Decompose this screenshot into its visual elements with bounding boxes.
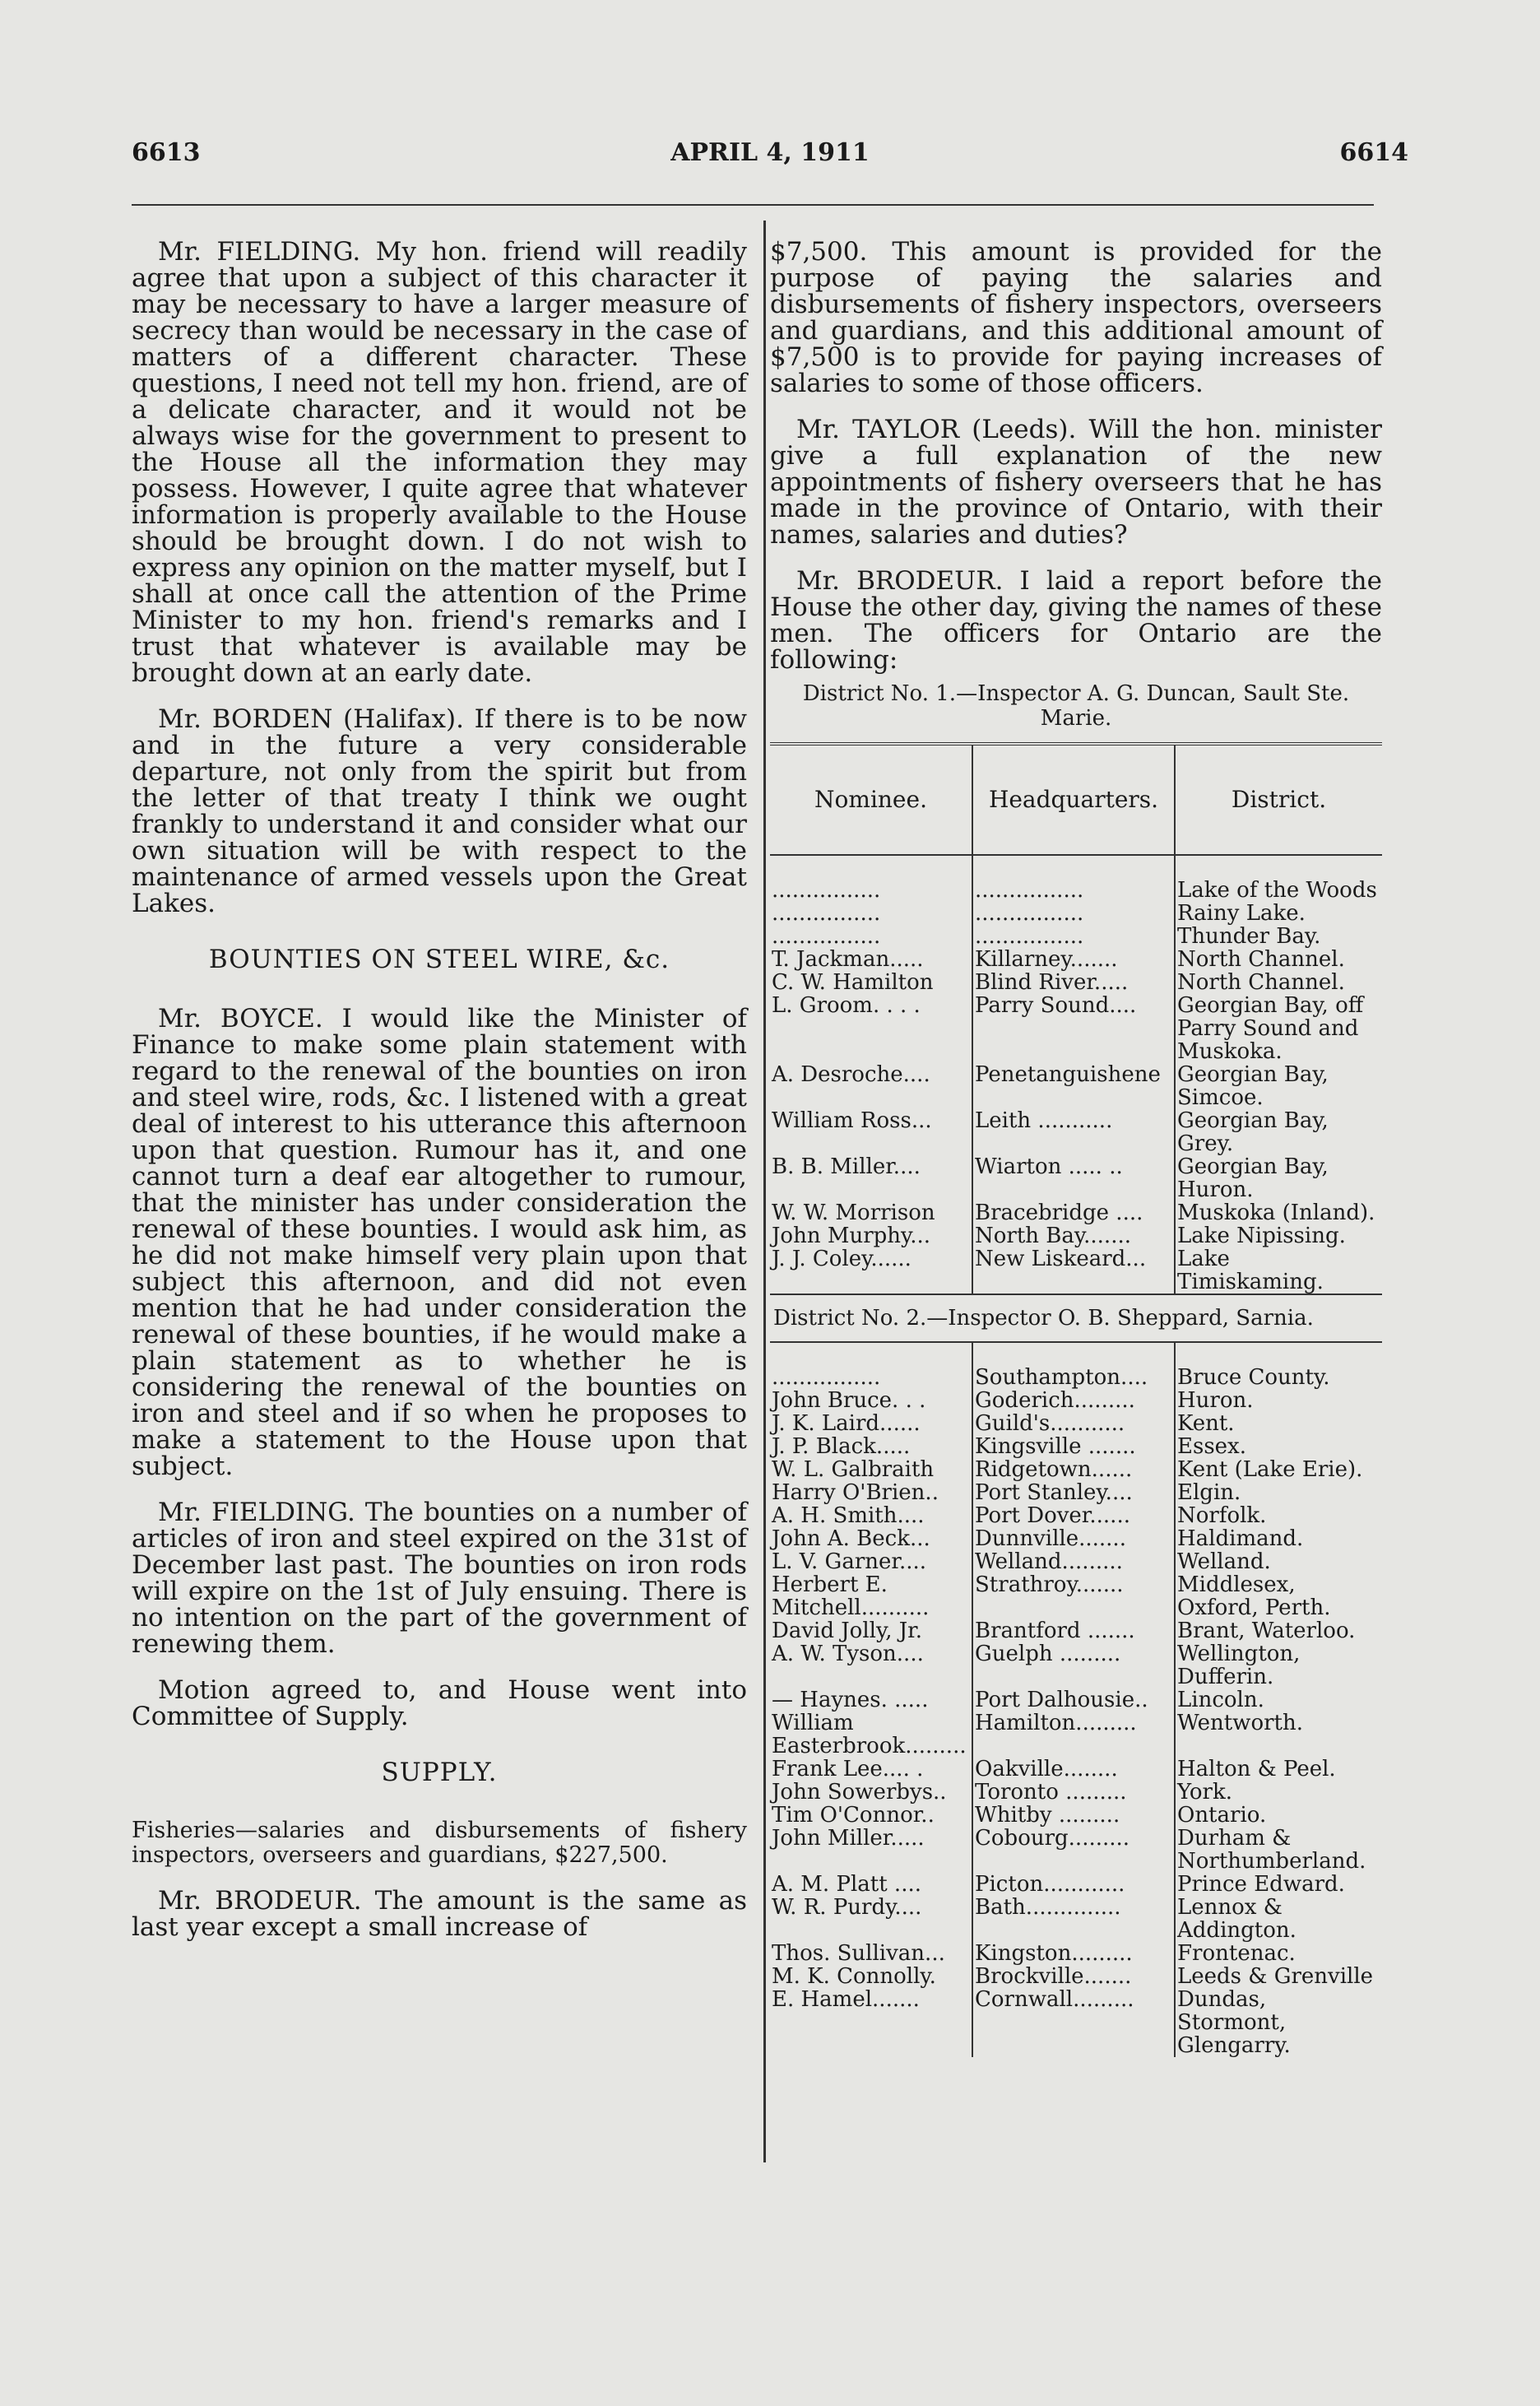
headquarters-cell: Cobourg......... [972,1827,1175,1873]
district-cell: Georgian Bay, off Parry Sound and Muskoka. [1175,994,1382,1063]
header-nominee: Nominee. [770,744,972,855]
table-row [770,1781,1382,1804]
district-cell: Lennox & Addington. [1175,1896,1382,1942]
nominee-cell: ................ [772,901,881,926]
nominee-cell: A. Desroche.... [772,1062,930,1087]
district-cell: Frontenac. [1175,1942,1382,1965]
nominee-cell: A. M. Platt .... [772,1872,921,1897]
nominee-cell: — Haynes. ..... [772,1688,929,1712]
district-cell: Haldimand. [1175,1527,1382,1550]
table-row [770,1458,1382,1481]
heading-bounties: BOUNTIES ON STEEL WIRE, &c. [208,945,670,974]
nominee-cell: William Easterbrook......... [772,1711,967,1758]
page-number-right: 6614 [1339,138,1408,167]
headquarters-cell: Killarney....... [972,948,1175,971]
paragraph-fielding-2: Mr. FIELDING. The bounties on a number of articles of iron and steel expired on the 31st of December last past. The bounties on iron rods will expire on the 1st of July ensuing. There is no intention on the part of the government of renewing them. [132,1498,747,1659]
nominee-cell: W. L. Galbraith [772,1457,935,1482]
district-2-rows [770,1342,1382,2057]
district-cell: Brant, Waterloo. [1175,1619,1382,1642]
spacer-cell [770,1342,972,1366]
table-row [770,1896,1382,1942]
nominee-cell: John Miller..... [772,1826,925,1851]
paragraph-boyce: Mr. BOYCE. I would like the Minister of Finance to make some plain statement with regard to the renewal of the bounties on iron and steel wire, rods, &c. I listened with a great deal of interest to his utterance this afternoon upon that question. Rumour has it, and one cannot turn a deaf ear altogether to rumour, that the minister has under consideration the renewal of these bounties. I would ask him, as he did not make himself very plain upon that subject this afternoon, and did not even mention that he had under consideration the renewal of these bounties, if he would make a plain statement as to whether he is considering the renewal of the bounties on iron and steel and if so when he proposes to make a statement to the House upon that subject. [132,1004,747,1481]
nominee-cell: Thos. Sullivan... [772,1941,945,1966]
table-row [770,1873,1382,1896]
header-rule [132,204,1374,206]
nominee-cell: ................ [772,878,881,903]
officers-table [770,742,1382,2057]
page-header [0,138,1540,179]
headquarters-cell: Port Dalhousie.. [972,1688,1175,1712]
district-cell: Durham & Northumberland. [1175,1827,1382,1873]
district-cell: Welland. [1175,1550,1382,1573]
headquarters-cell: Parry Sound.... [972,994,1175,1063]
table-row [770,1550,1382,1573]
headquarters-cell: Guelph ......... [972,1642,1175,1688]
paragraph-taylor: Mr. TAYLOR (Leeds). Will the hon. minister give a full explanation of the new appointments of fishery overseers that he has made in the province of Ontario, with their names, salaries and duties? [770,415,1382,550]
headquarters-cell: Cornwall......... [972,1988,1175,2057]
table-row [770,1155,1382,1201]
district-cell: North Channel. [1175,948,1382,971]
table-row [770,1412,1382,1435]
district-cell: Halton & Peel. [1175,1758,1382,1781]
headquarters-cell: Port Stanley.... [972,1481,1175,1504]
nominee-cell: A. H. Smith.... [772,1503,925,1528]
district-cell: Essex. [1175,1435,1382,1458]
table-row [770,1527,1382,1550]
table-row [770,1988,1382,2057]
district-cell: Leeds & Grenville [1175,1965,1382,1988]
spacer-cell [972,855,1175,879]
table-row [770,1063,1382,1109]
nominee-cell: John Sowerbys.. [772,1780,947,1804]
district-cell: North Channel. [1175,971,1382,994]
spacer-cell [1175,1342,1382,1366]
nominee-cell: David Jolly, Jr. [772,1619,922,1643]
table-row [770,902,1382,925]
headquarters-cell: Kingston......... [972,1942,1175,1965]
table-row [770,1942,1382,1965]
nominee-cell: Herbert E. Mitchell.......... [772,1572,930,1620]
district-cell: Lake of the Woods [1175,879,1382,902]
district-cell: Kent (Lake Erie). [1175,1458,1382,1481]
table-row [770,879,1382,902]
headquarters-cell: Southampton.... [972,1366,1175,1389]
paragraph-borden: Mr. BORDEN (Halifax). If there is to be now and in the future a very considerable departure, not only from the spirit but from the letter of that treaty I think we ought frankly to understand it and consider what our own situation will be with respect to the maintenance of armed vessels upon the Great Lakes. [132,704,747,918]
district-cell: Dundas, Stormont, Glengarry. [1175,1988,1382,2057]
nominee-cell: J. K. Laird...... [772,1411,921,1436]
table-row [770,1619,1382,1642]
district-cell: Georgian Bay, Huron. [1175,1155,1382,1201]
district-cell: Georgian Bay, Grey. [1175,1109,1382,1155]
headquarters-cell: New Liskeard... [972,1247,1175,1294]
headquarters-cell: Dunnville....... [972,1527,1175,1550]
page-number-left: 6613 [132,138,201,167]
district-cell: Lincoln. [1175,1688,1382,1712]
headquarters-cell: Picton............ [972,1873,1175,1896]
nominee-cell: A. W. Tyson.... [772,1642,924,1666]
district-2-heading: District No. 2.—Inspector O. B. Sheppard, Sarnia. [770,1294,1382,1342]
district-cell: Ontario. [1175,1804,1382,1827]
nominee-cell: W. R. Purdy.... [772,1895,922,1920]
spacer-cell [972,1342,1175,1366]
headquarters-cell: Brockville....... [972,1965,1175,1988]
nominee-cell: ................ [772,924,881,949]
table-row [770,1201,1382,1224]
headquarters-cell: Goderich......... [972,1389,1175,1412]
table-row [770,994,1382,1063]
column-divider [763,221,766,2162]
table-row [770,948,1382,971]
nominee-cell: John Murphy... [772,1224,931,1248]
district-cell: Kent. [1175,1412,1382,1435]
paragraph-motion: Motion agreed to, and House went into Committee of Supply. [132,1675,747,1731]
nominee-cell: J. J. Coley...... [772,1247,911,1271]
district-cell: Georgian Bay, Simcoe. [1175,1063,1382,1109]
district-cell: Prince Edward. [1175,1873,1382,1896]
headquarters-cell: Bath.............. [972,1896,1175,1942]
table-row [770,1435,1382,1458]
district-cell: Thunder Bay. [1175,925,1382,948]
district-cell: Norfolk. [1175,1504,1382,1527]
page-date: APRIL 4, 1911 [670,138,870,167]
district-cell: Huron. [1175,1389,1382,1412]
nominee-cell: William Ross... [772,1108,932,1133]
table-header-row [770,744,1382,855]
nominee-cell: J. P. Black..... [772,1434,911,1459]
headquarters-cell: ................ [972,902,1175,925]
nominee-cell: Harry O'Brien.. [772,1480,939,1505]
spacer-row [770,855,1382,879]
headquarters-cell: Oakville........ [972,1758,1175,1781]
nominee-cell: B. B. Miller.... [772,1154,921,1179]
district-cell: Rainy Lake. [1175,902,1382,925]
table-row [770,1504,1382,1527]
heading-supply: SUPPLY. [381,1758,498,1787]
nominee-cell: E. Hamel....... [772,1987,920,2012]
spacer-row [770,1342,1382,1366]
paragraph-brodeur-1: Mr. BRODEUR. The amount is the same as last year except a small increase of [132,1886,747,1942]
headquarters-cell: Welland......... [972,1550,1175,1573]
nominee-cell: W. W. Morrison [772,1201,935,1225]
district-cell: Lake Nipissing. [1175,1224,1382,1247]
paragraph-amount: $7,500. This amount is provided for the purpose of paying the salaries and disbursements of fishery inspectors, overseers and guardians, and this additional amount of $7,500 is to provide for paying increases of salaries to some of those officers. [770,237,1382,398]
paragraph-fisheries-item: Fisheries—salaries and disbursements of fishery inspectors, overseers and guardians, $227,500. [132,1818,747,1868]
district-cell: Wentworth. [1175,1712,1382,1758]
nominee-cell: T. Jackman..... [772,947,924,972]
district-cell: Bruce County. [1175,1366,1382,1389]
headquarters-cell: Guild's........... [972,1412,1175,1435]
table-row [770,1366,1382,1389]
table-row [770,925,1382,948]
district-2-heading-row [770,1294,1382,1342]
nominee-cell: L. V. Garner.... [772,1549,927,1574]
headquarters-cell: Hamilton......... [972,1712,1175,1758]
nominee-cell: Tim O'Connor.. [772,1803,935,1828]
district-cell: Elgin. [1175,1481,1382,1504]
table-row [770,1642,1382,1688]
nominee-cell: ................ [772,1365,881,1390]
nominee-cell: John Bruce. . . [772,1388,926,1413]
headquarters-cell: Wiarton ..... .. [972,1155,1175,1201]
headquarters-cell: Blind River..... [972,971,1175,994]
district-cell: Muskoka (Inland). [1175,1201,1382,1224]
nominee-cell: C. W. Hamilton [772,970,934,995]
headquarters-cell: ................ [972,879,1175,902]
table-row [770,1389,1382,1412]
district-cell: Wellington, Dufferin. [1175,1642,1382,1688]
table-row [770,1224,1382,1247]
headquarters-cell: ................ [972,925,1175,948]
district-1-heading: District No. 1.—Inspector A. G. Duncan, Sault Ste. Marie. [802,681,1350,731]
headquarters-cell: Kingsville ....... [972,1435,1175,1458]
spacer-cell [770,855,972,879]
left-column [132,239,747,1960]
headquarters-cell: Bracebridge .... [972,1201,1175,1224]
district-cell: Lake Timiskaming. [1175,1247,1382,1294]
headquarters-cell: Penetanguishene [972,1063,1175,1109]
headquarters-cell: Toronto ......... [972,1781,1175,1804]
nominee-cell: L. Groom. . . . [772,993,921,1018]
district-cell: York. [1175,1781,1382,1804]
right-column [770,239,1382,2057]
headquarters-cell: Whitby ......... [972,1804,1175,1827]
headquarters-cell: Strathroy....... [972,1573,1175,1619]
nominee-cell: John A. Beck... [772,1526,930,1551]
headquarters-cell: Brantford ....... [972,1619,1175,1642]
table-row [770,1804,1382,1827]
nominee-cell: M. K. Connolly. [772,1964,936,1989]
district-1-rows [770,855,1382,1294]
table-row [770,1712,1382,1758]
headquarters-cell: Ridgetown...... [972,1458,1175,1481]
table-row [770,1109,1382,1155]
paragraph-fielding-1: Mr. FIELDING. My hon. friend will readily agree that upon a subject of this character it may be necessary to have a larger measure of secrecy than would be necessary in the case of matters of a different character. These questions, I need not tell my hon. friend, are of a delicate character, and it would not be always wise for the government to present to the House all the information they may possess. However, I quite agree that whatever information is properly available to the House should be brought down. I do not wish to express any opinion on the matter myself, but I shall at once call the attention of the Prime Minister to my hon. friend's remarks and I trust that whatever is available may be brought down at an early date. [132,237,747,688]
table-row [770,1688,1382,1712]
table-row [770,1247,1382,1294]
paragraph-brodeur-2: Mr. BRODEUR. I laid a report before the House the other day, giving the names of these men. The officers for Ontario are the following: [770,566,1382,675]
headquarters-cell: North Bay....... [972,1224,1175,1247]
district-cell: Middlesex, Oxford, Perth. [1175,1573,1382,1619]
header-district: District. [1175,744,1382,855]
table-row [770,1827,1382,1873]
table-row [770,1758,1382,1781]
headquarters-cell: Leith ........... [972,1109,1175,1155]
table-row [770,1965,1382,1988]
table-row [770,971,1382,994]
table-row [770,1481,1382,1504]
table-row [770,1573,1382,1619]
headquarters-cell: Port Dover...... [972,1504,1175,1527]
header-headquarters: Headquarters. [972,744,1175,855]
nominee-cell: Frank Lee.... . [772,1757,924,1781]
spacer-cell [1175,855,1382,879]
